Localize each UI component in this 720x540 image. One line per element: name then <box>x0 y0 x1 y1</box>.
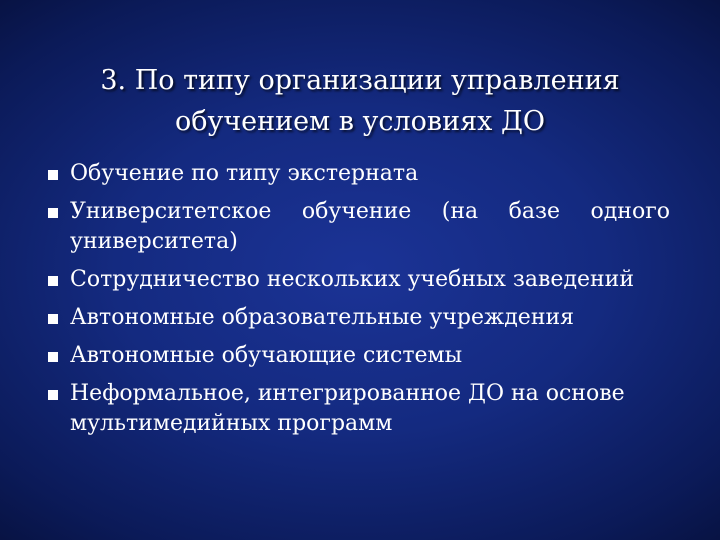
list-item <box>44 341 670 371</box>
square-bullet-icon <box>48 352 58 362</box>
list-item <box>44 265 670 295</box>
list-item-text: Автономные образовательные учреждения <box>70 305 575 330</box>
square-bullet-icon <box>48 276 58 286</box>
list-item-text: Автономные обучающие системы <box>70 343 463 368</box>
list-item-text-continuation: мультимедийных программ <box>70 411 393 436</box>
list-item-text-continuation: университета) <box>70 229 238 254</box>
list-item-text: Сотрудничество нескольких учебных заведений <box>70 267 634 292</box>
square-bullet-icon <box>48 390 58 400</box>
list-item-text: Неформальное, интегрированное ДО на основе <box>70 381 625 406</box>
square-bullet-icon <box>48 208 58 218</box>
square-bullet-icon <box>48 314 58 324</box>
list-item <box>44 197 670 257</box>
list-item <box>44 303 670 333</box>
slide-title <box>40 60 680 142</box>
slide-title-line-2: обучением в условиях ДО <box>174 106 546 137</box>
slide-title-line-1: 3. По типу организации управления <box>100 65 620 96</box>
list-item-text: Обучение по типу экстерната <box>70 161 419 186</box>
square-bullet-icon <box>48 170 58 180</box>
bullet-list <box>44 159 670 447</box>
list-item-text: Университетское обучение (на базе одного <box>70 199 670 224</box>
list-item <box>44 159 670 189</box>
list-item <box>44 379 670 439</box>
